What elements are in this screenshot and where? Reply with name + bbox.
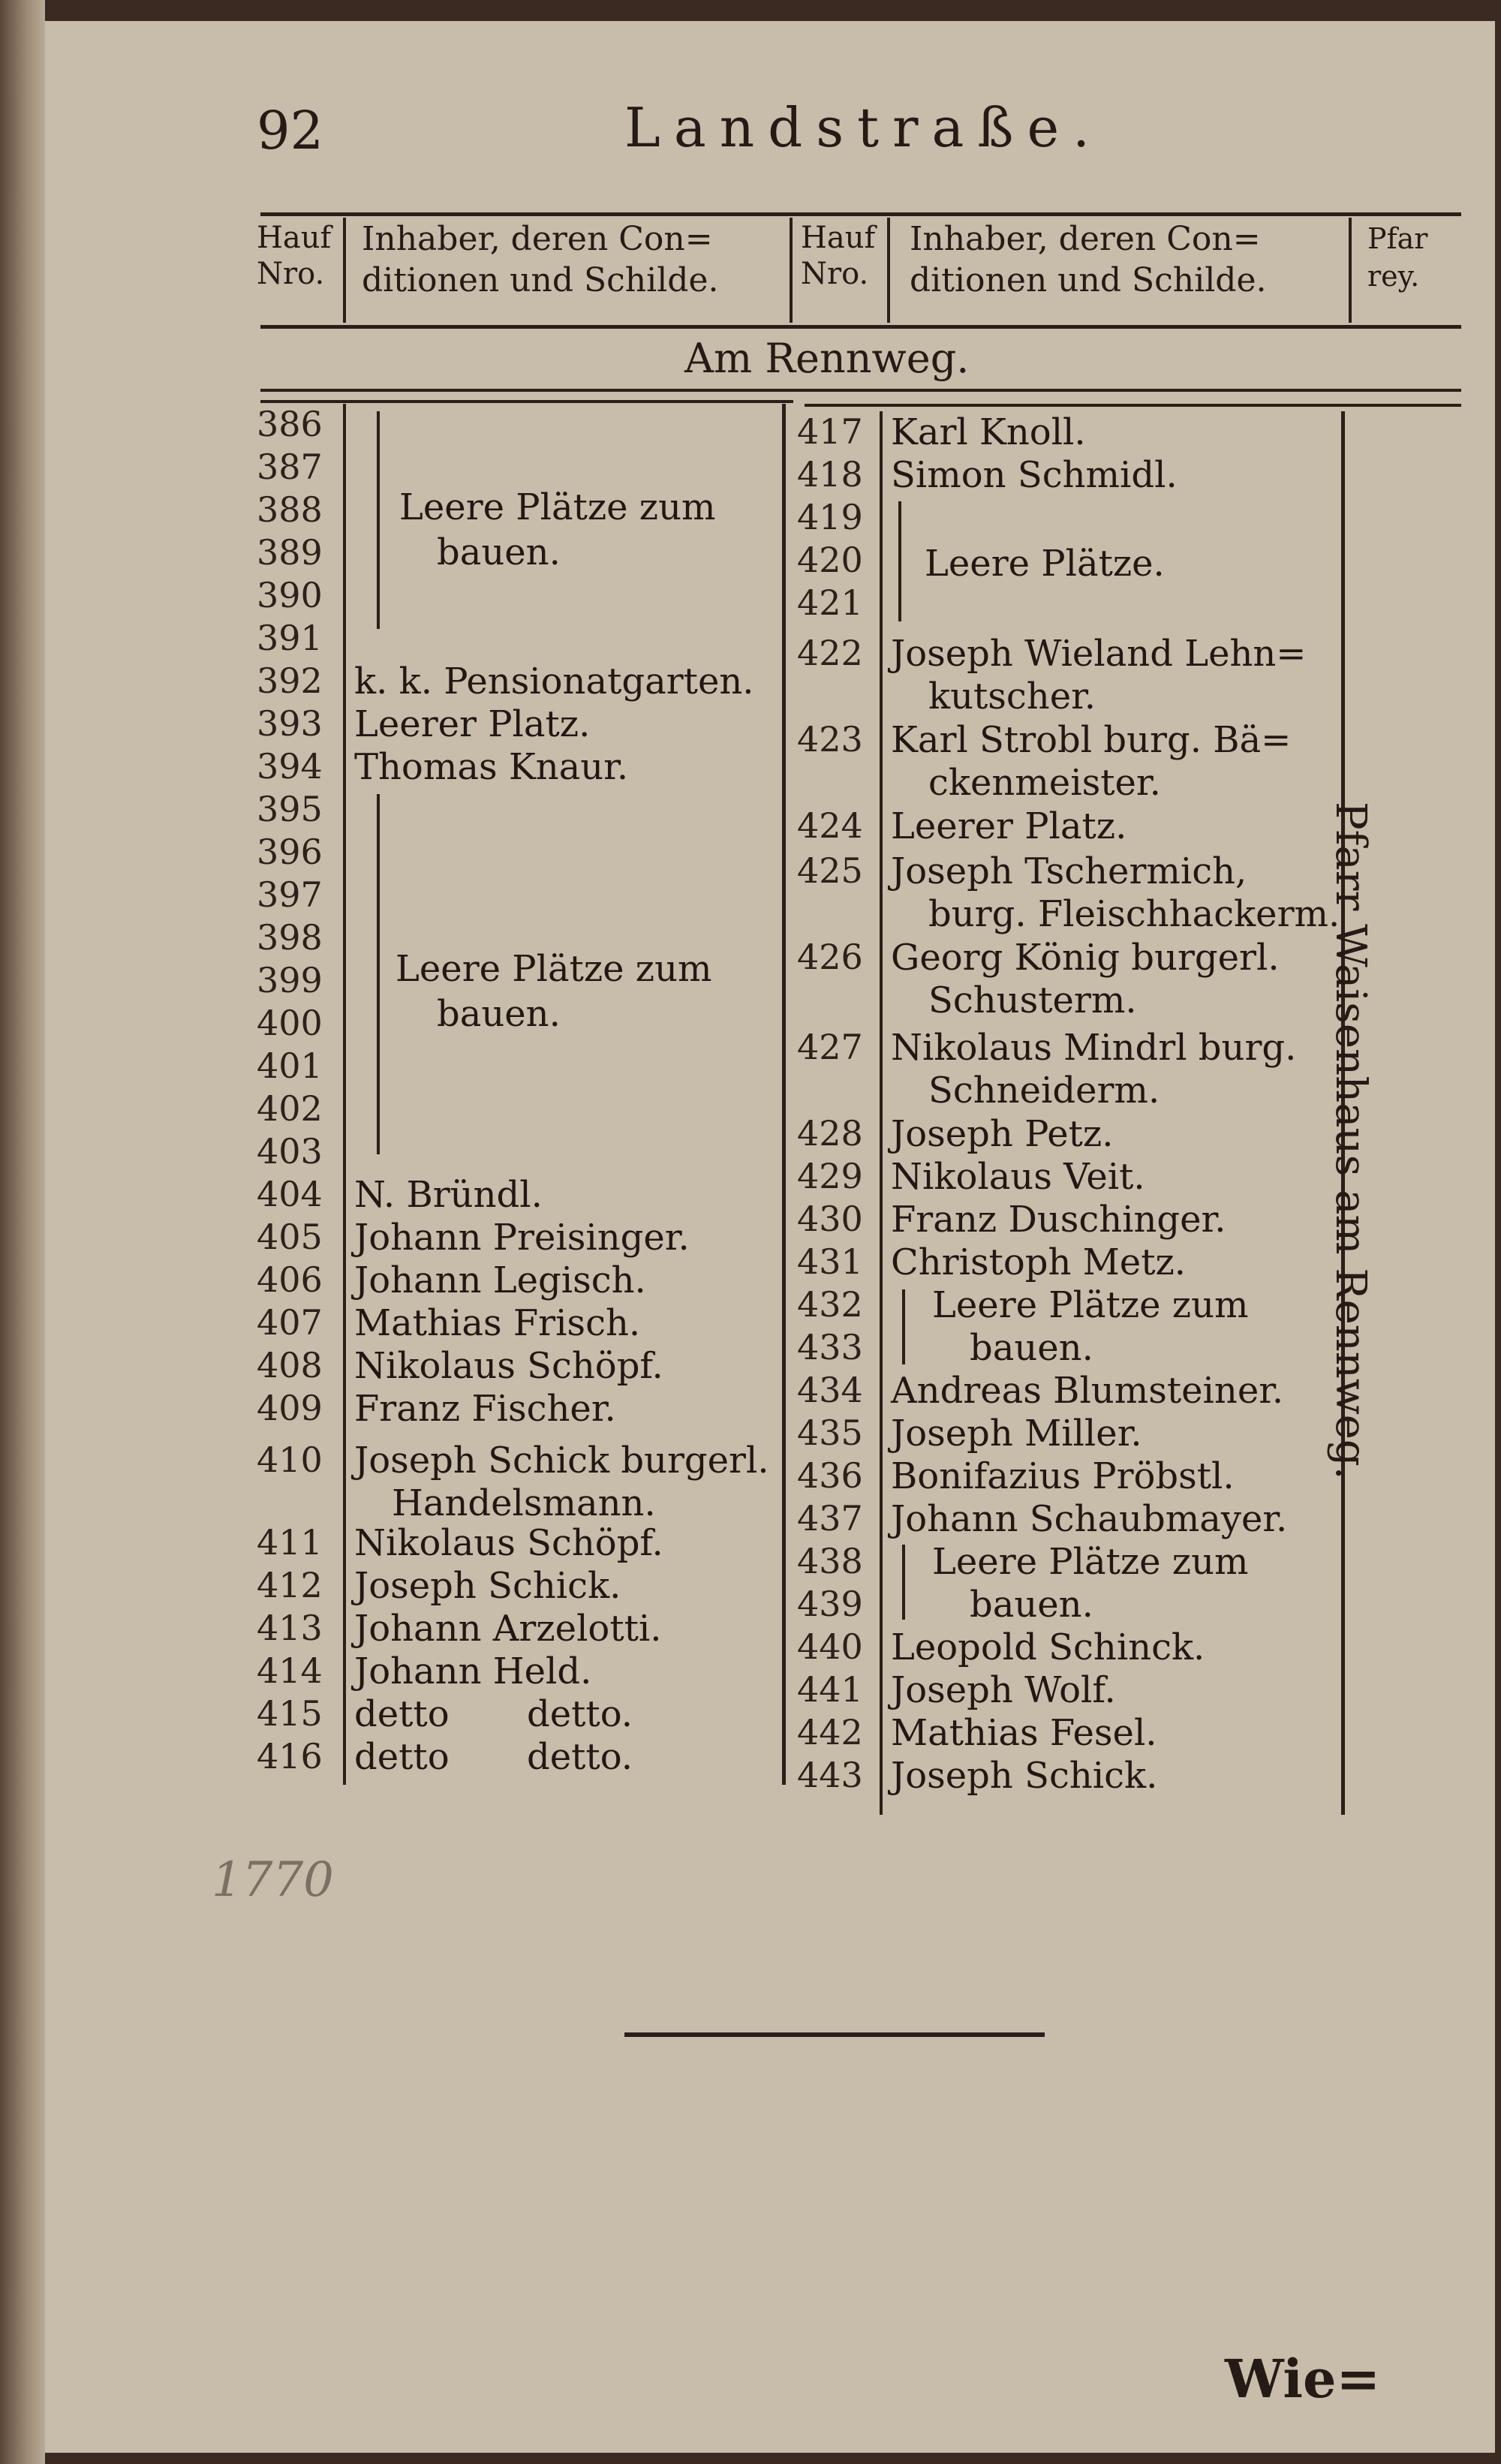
left-entry: detto. xyxy=(527,1693,633,1735)
right-entry: Joseph Tschermich, xyxy=(891,850,1247,892)
house-number: 428 xyxy=(797,1113,863,1154)
closing-ornament-rule xyxy=(624,2032,1045,2037)
brace-left-group1 xyxy=(377,411,380,629)
house-number: 423 xyxy=(797,719,863,760)
col-header-left-owner-2: ditionen und Schilde. xyxy=(362,261,719,299)
brace-left-group2 xyxy=(377,794,380,1154)
house-number: 389 xyxy=(257,532,323,573)
page-title: Landstraße. xyxy=(624,96,1104,159)
header-divider-1 xyxy=(343,218,346,323)
house-number: 415 xyxy=(257,1693,323,1734)
left-entry: Nikolaus Schöpf. xyxy=(354,1345,663,1387)
left-entry: bauen. xyxy=(437,531,561,573)
house-number: 412 xyxy=(257,1565,323,1605)
divider-middle xyxy=(782,404,786,1785)
house-number: 394 xyxy=(257,746,323,787)
house-number: 409 xyxy=(257,1388,323,1428)
house-number: 411 xyxy=(257,1522,323,1563)
left-entry: Nikolaus Schöpf. xyxy=(354,1522,663,1564)
house-number: 443 xyxy=(797,1755,863,1795)
house-number: 398 xyxy=(257,917,323,958)
house-number: 417 xyxy=(797,411,863,452)
right-entry: Leopold Schinck. xyxy=(891,1626,1205,1668)
brace-right-group4 xyxy=(902,1289,905,1364)
right-entry: bauen. xyxy=(970,1327,1093,1369)
right-entry: Leere Plätze. xyxy=(925,543,1165,585)
left-entry: Handelsmann. xyxy=(392,1482,656,1524)
house-number: 408 xyxy=(257,1345,323,1385)
house-number: 422 xyxy=(797,633,863,673)
right-entry: Bonifazius Pröbstl. xyxy=(891,1455,1235,1497)
col-header-left-owner-1: Inhaber, deren Con= xyxy=(362,220,713,258)
left-entry: detto xyxy=(354,1693,450,1735)
house-number: 426 xyxy=(797,937,863,977)
house-number: 393 xyxy=(257,703,323,744)
house-number: 419 xyxy=(797,497,863,537)
house-number: 431 xyxy=(797,1241,863,1282)
brace-right-group5 xyxy=(902,1545,905,1620)
house-number: 437 xyxy=(797,1498,863,1539)
house-number: 427 xyxy=(797,1027,863,1067)
right-entry: Joseph Petz. xyxy=(891,1113,1114,1155)
right-entry: Schusterm. xyxy=(928,979,1137,1021)
header-divider-2 xyxy=(790,218,793,323)
house-number: 405 xyxy=(257,1217,323,1257)
left-entry: Johann Preisinger. xyxy=(354,1217,690,1259)
house-number: 387 xyxy=(257,447,323,487)
catchword: Wie= xyxy=(1225,2348,1381,2410)
left-entry: Johann Arzelotti. xyxy=(354,1608,662,1650)
header-bottom-rule xyxy=(260,325,1461,329)
right-entry: Joseph Schick. xyxy=(891,1755,1158,1797)
house-number: 421 xyxy=(797,582,863,623)
left-entry: Johann Legisch. xyxy=(354,1259,646,1301)
house-number: 429 xyxy=(797,1156,863,1196)
col-header-right-owner-1: Inhaber, deren Con= xyxy=(910,220,1261,258)
house-number: 404 xyxy=(257,1174,323,1214)
house-number: 416 xyxy=(257,1736,323,1777)
house-number: 392 xyxy=(257,660,323,701)
right-entry: ckenmeister. xyxy=(928,762,1161,804)
header-divider-3 xyxy=(887,218,890,323)
left-entry: Franz Fischer. xyxy=(354,1388,616,1430)
left-entry: k. k. Pensionatgarten. xyxy=(354,660,754,702)
right-entry: burg. Fleischhackerm. xyxy=(928,893,1340,935)
right-entry: Andreas Blumsteiner. xyxy=(891,1370,1284,1412)
col-header-parish: Pfar rey. xyxy=(1367,222,1428,293)
left-entry: Leere Plätze zum xyxy=(396,948,712,990)
house-number: 420 xyxy=(797,540,863,580)
left-entry: Leere Plätze zum xyxy=(399,486,716,528)
body-top-rule-left xyxy=(260,400,793,403)
house-number: 395 xyxy=(257,789,323,829)
pencil-note: 1770 xyxy=(212,1852,334,1908)
left-entry: Johann Held. xyxy=(354,1650,592,1692)
divider-left-numbers xyxy=(343,404,346,1785)
house-number: 440 xyxy=(797,1626,863,1667)
house-number: 407 xyxy=(257,1302,323,1343)
col-header-right-owner-2: ditionen und Schilde. xyxy=(910,261,1267,299)
brace-right-group3 xyxy=(898,501,901,621)
house-number: 413 xyxy=(257,1608,323,1648)
header-divider-4 xyxy=(1349,218,1352,323)
house-number: 396 xyxy=(257,832,323,872)
body-top-rule-right xyxy=(805,404,1461,407)
house-number: 430 xyxy=(797,1199,863,1239)
house-number: 403 xyxy=(257,1131,323,1172)
house-number: 434 xyxy=(797,1370,863,1410)
house-number: 432 xyxy=(797,1284,863,1325)
house-number: 391 xyxy=(257,618,323,658)
left-entry: Thomas Knaur. xyxy=(354,746,629,788)
house-number: 388 xyxy=(257,489,323,530)
right-entry: Joseph Wolf. xyxy=(891,1669,1116,1711)
house-number: 406 xyxy=(257,1259,323,1300)
house-number: 438 xyxy=(797,1541,863,1581)
right-entry: kutscher. xyxy=(928,675,1096,718)
book-edge xyxy=(0,0,45,2464)
right-entry: Franz Duschinger. xyxy=(891,1199,1226,1241)
house-number: 424 xyxy=(797,805,863,846)
house-number: 386 xyxy=(257,404,323,444)
house-number: 418 xyxy=(797,454,863,495)
house-number: 442 xyxy=(797,1712,863,1752)
right-entry: Joseph Miller. xyxy=(891,1413,1142,1455)
house-number: 433 xyxy=(797,1327,863,1367)
right-entry: Nikolaus Veit. xyxy=(891,1156,1145,1198)
right-entry: Joseph Wieland Lehn= xyxy=(891,633,1307,675)
house-number: 435 xyxy=(797,1413,863,1453)
parish-vertical-label: Pfarr Waisenhaus am Rennweg. xyxy=(1326,802,1375,1480)
section-title: Am Rennweg. xyxy=(684,335,970,382)
house-number: 441 xyxy=(797,1669,863,1710)
left-entry: detto xyxy=(354,1736,450,1778)
divider-right-numbers xyxy=(880,411,883,1815)
right-entry: Georg König burgerl. xyxy=(891,937,1280,979)
left-entry: bauen. xyxy=(437,993,561,1035)
left-entry: Joseph Schick. xyxy=(354,1565,621,1607)
house-number: 401 xyxy=(257,1045,323,1086)
section-rule xyxy=(260,389,1461,392)
page-number: 92 xyxy=(257,100,324,161)
right-entry: Mathias Fesel. xyxy=(891,1712,1157,1754)
right-entry: Leere Plätze zum xyxy=(932,1541,1249,1583)
right-entry: Leere Plätze zum xyxy=(932,1284,1249,1326)
house-number: 399 xyxy=(257,960,323,1000)
right-entry: Leerer Platz. xyxy=(891,805,1127,847)
house-number: 402 xyxy=(257,1088,323,1129)
book-page xyxy=(32,21,1495,2453)
right-entry: Simon Schmidl. xyxy=(891,454,1178,496)
house-number: 439 xyxy=(797,1584,863,1624)
left-entry: Mathias Frisch. xyxy=(354,1302,641,1344)
right-entry: Karl Strobl burg. Bä= xyxy=(891,719,1292,761)
col-header-left-no: Hauf Nro. xyxy=(257,221,332,291)
left-entry: Leerer Platz. xyxy=(354,703,591,745)
house-number: 436 xyxy=(797,1455,863,1496)
right-entry: Karl Knoll. xyxy=(891,411,1086,453)
house-number: 414 xyxy=(257,1650,323,1691)
house-number: 400 xyxy=(257,1003,323,1043)
right-entry: bauen. xyxy=(970,1584,1093,1626)
right-entry: Christoph Metz. xyxy=(891,1241,1187,1283)
left-entry: Joseph Schick burgerl. xyxy=(354,1440,769,1482)
right-entry: Schneiderm. xyxy=(928,1070,1160,1112)
col-header-right-no: Hauf Nro. xyxy=(801,221,876,291)
left-entry: detto. xyxy=(527,1736,633,1778)
house-number: 390 xyxy=(257,575,323,615)
house-number: 425 xyxy=(797,850,863,891)
header-top-rule xyxy=(260,212,1461,216)
right-entry: Nikolaus Mindrl burg. xyxy=(891,1027,1297,1069)
right-entry: Johann Schaubmayer. xyxy=(891,1498,1288,1540)
house-number: 397 xyxy=(257,874,323,915)
left-entry: N. Bründl. xyxy=(354,1174,543,1216)
house-number: 410 xyxy=(257,1440,323,1480)
